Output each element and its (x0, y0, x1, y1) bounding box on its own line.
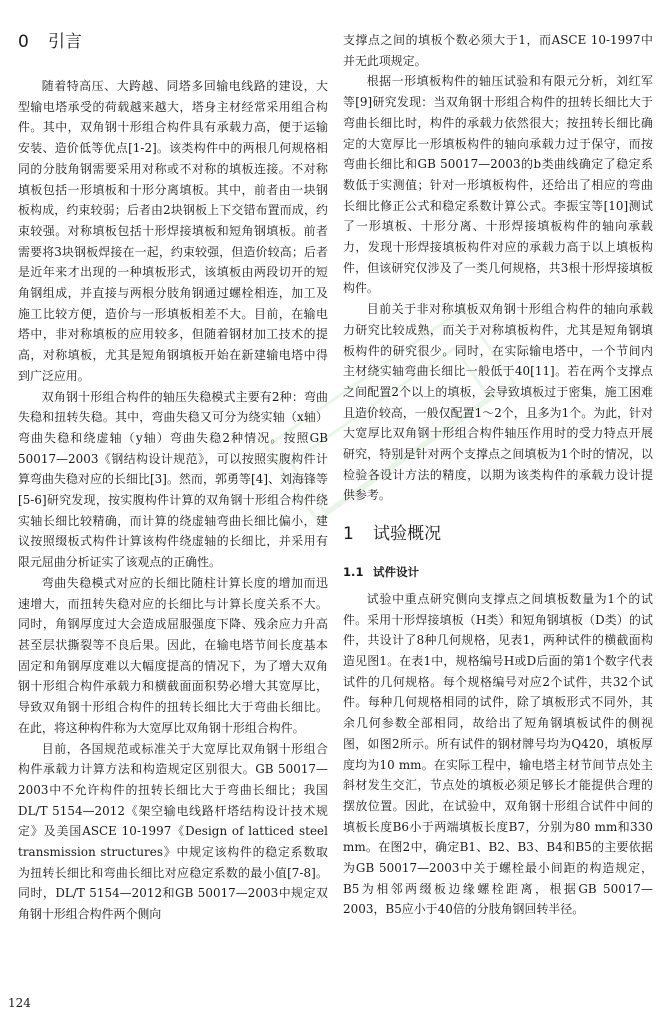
subsection-number: 1.1 (343, 565, 364, 580)
intro-paragraph-5: 根据一形填板构件的轴压试验和有限元分析，刘红军等[9]研究发现：当双角钢十形组合构件的扭转长细比大于弯曲长细比时，构件的承载力依然很大；按扭转长细比确定的大宽厚比一形填板构件的轴向承载力过于保守，而按弯曲长细比和GB 50017—2003的b类曲线确定了稳定系数低于实测值；针对一形填板构件，还给出了相应的弯曲长细比修正公式和稳定系数计算公式。李振宝等[10]测试了一形填板、十形分离、十形焊接填板构件的轴向承载力，发现十形焊接填板构件对应的承载力高于以上填板构件，但该研究仅涉及了一类几何规格，共3根十形焊接填板构件。 (343, 74, 653, 296)
right-column (343, 30, 653, 920)
intro-paragraph-4: 目前，各国规范或标准关于大宽厚比双角钢十形组合构件承载力计算方法和构造规定区别很大。GB 50017—2003中不允许构件的扭转长细比大于弯曲长细比；我国DL/T 5154—2012《架空输电线路杆塔结构设计技术规定》及美国ASCE 10-1997《Design of latticed steel transmission structures》中规定该构件的稳定系数取为扭转长细比和弯曲长细比对应稳定系数的最小值[7-8]。同时，DL/T 5154—2012和GB 50017—2003中规定双角钢十形组合构件两个侧向 (18, 741, 328, 922)
section-number: 1 (343, 524, 354, 545)
intro-paragraph-6: 目前关于非对称填板双角钢十形组合构件的轴向承载力研究比较成熟，而关于对称填板构件，尤其是短角钢填板构件的研究很少。同时，在实际输电塔中，一个节间内主材绕实轴弯曲长细比一般低于40[11]。若在两个支撑点之间配置2个以上的填板，会导致填板过于密集，施工困难且造价较高，一般仅配置1～2个，且多为1个。为此，针对大宽厚比双角钢十形组合构件轴压作用时的受力特点开展研究，特别是针对两个支撑点之间填板为1个时的情况，以检验各设计方法的精度，以期为该类构件的承载力设计提供参考。 (343, 302, 653, 503)
subsection-heading-specimen-design (343, 562, 653, 583)
page-number: 124 (8, 996, 31, 1010)
section-number: 0 (18, 32, 29, 52)
section-title: 引言 (48, 32, 83, 52)
section-heading-introduction (18, 30, 328, 54)
intro-paragraph-3: 弯曲失稳模式对应的长细比随柱计算长度的增加而迅速增大，而扭转失稳对应的长细比与计算长度关系不大。同时，角钢厚度过大会造成屈服强度下降、残余应力升高甚至层状撕裂等不良后果。因此，在输电塔节间长度基本固定和角钢厚度难以大幅度提高的情况下，为了增大双角钢十形组合构件承载力和横截面面积势必增大其宽厚比，导致双角钢十形组合构件的扭转长细比大于弯曲长细比。在此，将这种构件称为大宽厚比双角钢十形组合构件。 (18, 575, 328, 735)
intro-paragraph-1: 随着特高压、大跨越、同塔多回输电线路的建设，大型输电塔承受的荷载越来越大，塔身主材经常采用组合构件。其中，双角钢十形组合构件具有承载力高，便于运输安装、造价低等优点[1-2]。该类构件中的两根几何规格相同的分肢角钢需要采用对称或不对称的填板连接。不对称填板包括一形填板和十形分离填板。其中，前者由一块钢板构成，约束较弱；后者由2块钢板上下交错布置而成，约束较强。对称填板包括十形焊接填板和短角钢填板。前者需要将3块钢板焊接在一起，约束较强，但造价较高；后者是近年来才出现的一种填板形式，该填板由两段切开的短角钢组成，并直接与两根分肢角钢通过螺栓相连，加工及施工比较方便，造价与一形填板相差不大。目前，在输电塔中，非对称填板的应用较多，但随着钢材加工技术的提高，对称填板，尤其是短角钢填板开始在新建输电塔中得到广泛应用。 (18, 79, 328, 383)
intro-paragraph-2: 双角钢十形组合构件的轴压失稳模式主要有2种：弯曲失稳和扭转失稳。其中，弯曲失稳又可分为绕实轴（x轴）弯曲失稳和绕虚轴（y轴）弯曲失稳2种情况。按照GB 50017—2003《钢结构设计规范》，可以按照实腹构件计算弯曲失稳对应的长细比[3]。然而，郭勇等[4]、刘海锋等[5-6]研究发现，按实腹构件计算的双角钢十形组合构件绕实轴长细比较精确，而计算的绕虚轴弯曲长细比偏小，建议按照缀板式构件计算该构件绕虚轴的长细比，并采用有限元屈曲分析证实了该观点的正确性。 (18, 389, 328, 570)
specimen-design-paragraph: 试验中重点研究侧向支撑点之间填板数量为1个的试件。采用十形焊接填板（H类）和短角钢填板（D类）的试件，共设计了8种几何规格，见表1，两种试件的横截面构造见图1。在表1中，规格编号H或D后面的第1个数字代表试件的几何规格。每个规格编号对应2个试件，共32个试件。每种几何规格相同的试件，除了填板形式不同外，其余几何参数全部相同，故给出了短角钢填板试件的侧视图，如图2所示。所有试件的钢材牌号均为Q420，填板厚度均为10 mm。在实际工程中，输电塔主材节间节点处主斜材发生交汇，节点处的填板必须足够长才能提供合理的摆放位置。因此，在试验中，双角钢十形组合试件中间的填板长度B6小于两端填板长度B7，分别为80 mm和330 mm。在图2中，确定B1、B2、B3、B4和B5的主要依据为GB 50017—2003中关于螺栓最小间距的构造规定，B5为相邻两缀板边缘螺栓距离，根据GB 50017—2003，B5应小于40倍的分肢角钢回转半径。 (343, 591, 653, 917)
intro-paragraph-4-continued: 支撑点之间的填板个数必须大于1，而ASCE 10-1997中并无此项规定。 (343, 33, 653, 68)
section-title: 试验概况 (373, 524, 442, 545)
subsection-title: 试件设计 (373, 565, 420, 580)
left-column (18, 30, 328, 925)
section-heading-test-overview (343, 522, 653, 546)
